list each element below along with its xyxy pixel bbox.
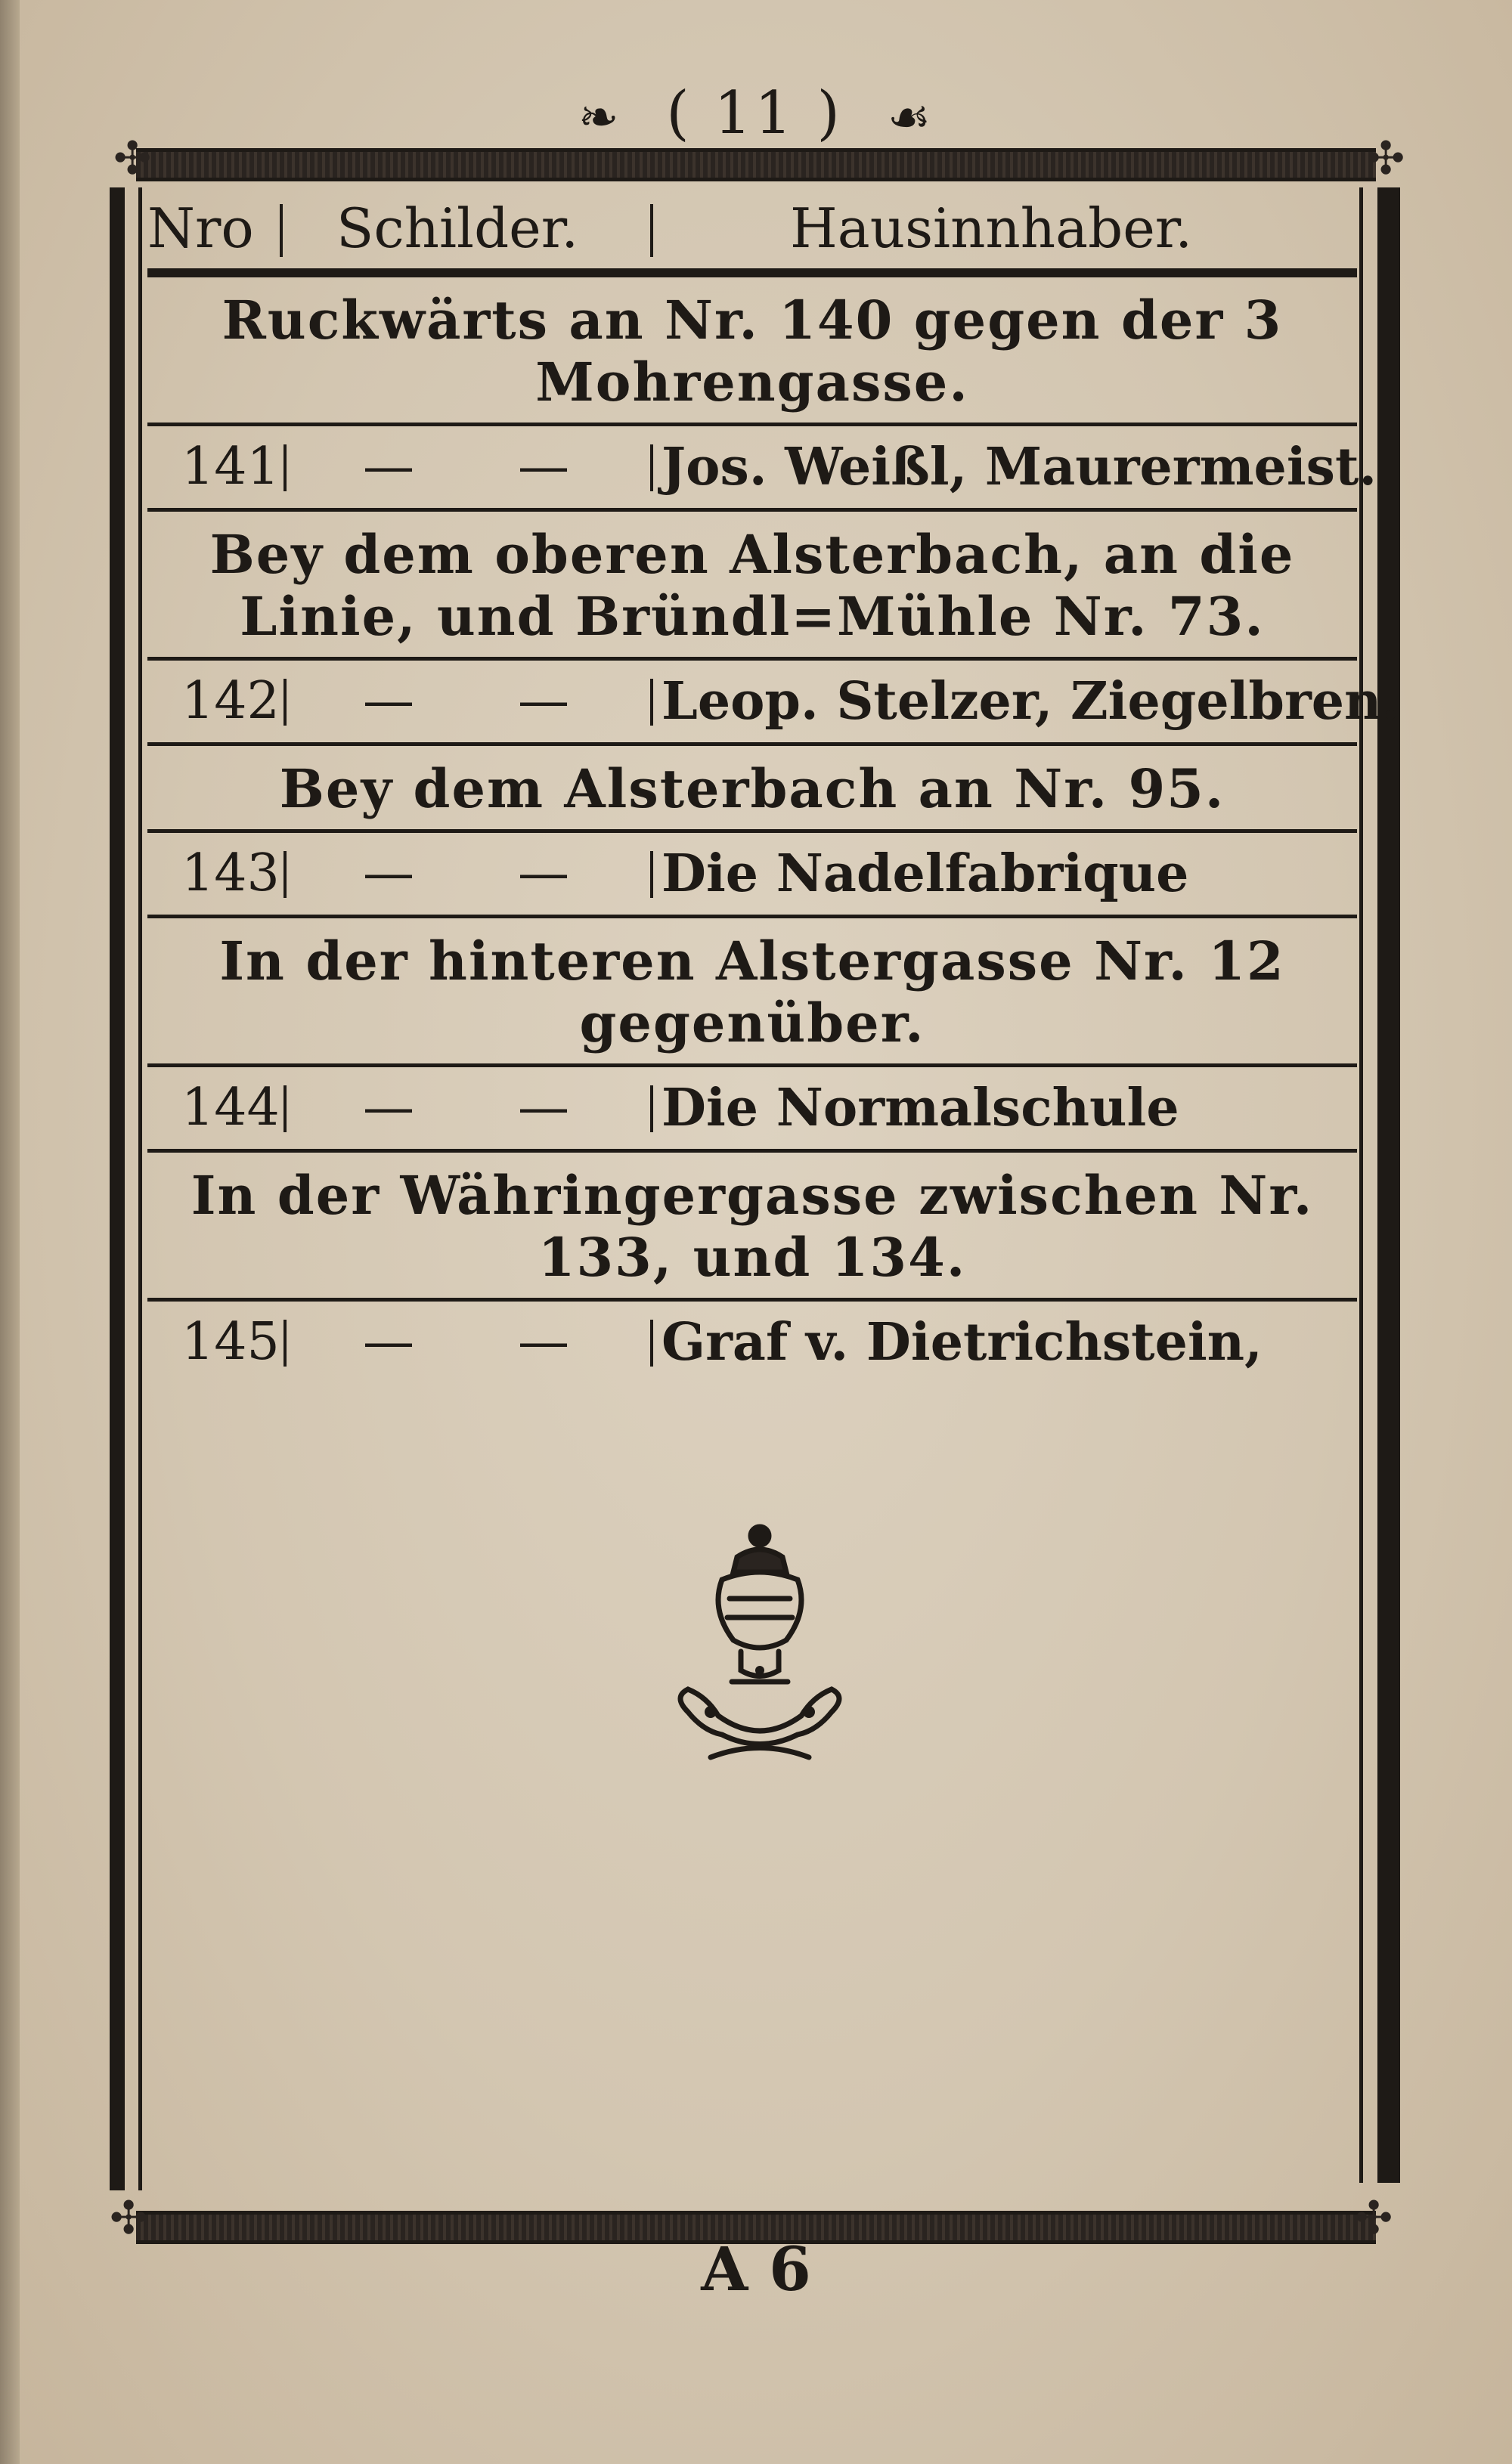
column-divider (284, 444, 287, 491)
location-description: In der hinteren Alstergasse Nr. 12 gegenüber. (219, 930, 1285, 1054)
sign-dash: — (363, 844, 414, 903)
column-divider (284, 1320, 287, 1367)
table-row (147, 661, 1400, 742)
frame-right-border (1377, 187, 1400, 2183)
sign-dash: — (363, 437, 414, 497)
sign-dash: — (363, 1078, 414, 1138)
house-number: 141 (181, 437, 280, 497)
column-divider (650, 1085, 653, 1132)
sign-dash: — (363, 671, 414, 731)
house-number: 142 (181, 671, 280, 731)
column-header-schilder: Schilder. (336, 197, 579, 260)
header-rule (147, 268, 1357, 277)
table-row (147, 1067, 1357, 1149)
table-row (147, 833, 1357, 915)
column-divider (284, 679, 287, 726)
sign-dash: — (518, 1312, 569, 1372)
corner-ornament-icon: ✣ (110, 2192, 148, 2245)
column-header-nro: Nro (147, 197, 254, 260)
location-description: In der Währingergasse zwischen Nr. 133, und 134. (191, 1164, 1314, 1289)
location-description: Bey dem oberen Alsterbach, an die Linie, und Bründl=Mühle Nr. 73. (209, 523, 1295, 648)
urn-vignette-icon (665, 1519, 854, 1776)
table-header (147, 189, 1357, 268)
frame-left-border (110, 187, 125, 2190)
column-divider (284, 1085, 287, 1132)
house-owner: Jos. Weißl, Maurermeist. (662, 437, 1377, 497)
running-head (0, 79, 1512, 147)
sign-dash: — (518, 437, 569, 497)
house-number: 143 (181, 844, 280, 903)
column-divider (650, 851, 653, 898)
house-owner: Die Normalschule (662, 1078, 1179, 1138)
house-number: 145 (181, 1312, 280, 1372)
column-divider (650, 204, 653, 257)
corner-ornament-icon: ✣ (1355, 2192, 1393, 2245)
column-divider (280, 204, 283, 257)
table-row (147, 426, 1377, 508)
sign-dash: — (518, 1078, 569, 1138)
column-header-hausinnhaber: Hausinnhaber. (790, 197, 1193, 260)
address-table (147, 189, 1400, 1383)
column-divider (284, 851, 287, 898)
sign-dash: — (518, 671, 569, 731)
corner-ornament-icon: ✣ (113, 132, 152, 185)
location-description: Ruckwärts an Nr. 140 gegen der 3 Mohrengasse. (222, 289, 1283, 413)
sign-dash: — (363, 1312, 414, 1372)
house-owner: Graf v. Dietrichstein, (662, 1312, 1263, 1373)
table-row (147, 1302, 1357, 1383)
sign-dash: — (518, 844, 569, 903)
house-owner: Leop. Stelzer, Ziegelbren. (662, 671, 1400, 732)
house-number: 144 (181, 1078, 280, 1138)
signature-mark: A 6 (701, 2233, 811, 2305)
book-gutter (0, 0, 20, 2464)
column-divider (650, 1320, 653, 1367)
page-number: ( 11 ) (666, 79, 843, 147)
left-flourish-icon: ❧ (578, 89, 622, 146)
frame-left-inner-border (138, 187, 142, 2190)
frame-top-border (136, 148, 1376, 181)
location-description: Bey dem Alsterbach an Nr. 95. (279, 757, 1225, 820)
column-divider (650, 444, 653, 491)
house-owner: Die Nadelfabrique (662, 844, 1189, 904)
column-divider (650, 679, 653, 726)
right-flourish-icon: ☙ (887, 89, 934, 146)
corner-ornament-icon: ✣ (1367, 132, 1405, 185)
